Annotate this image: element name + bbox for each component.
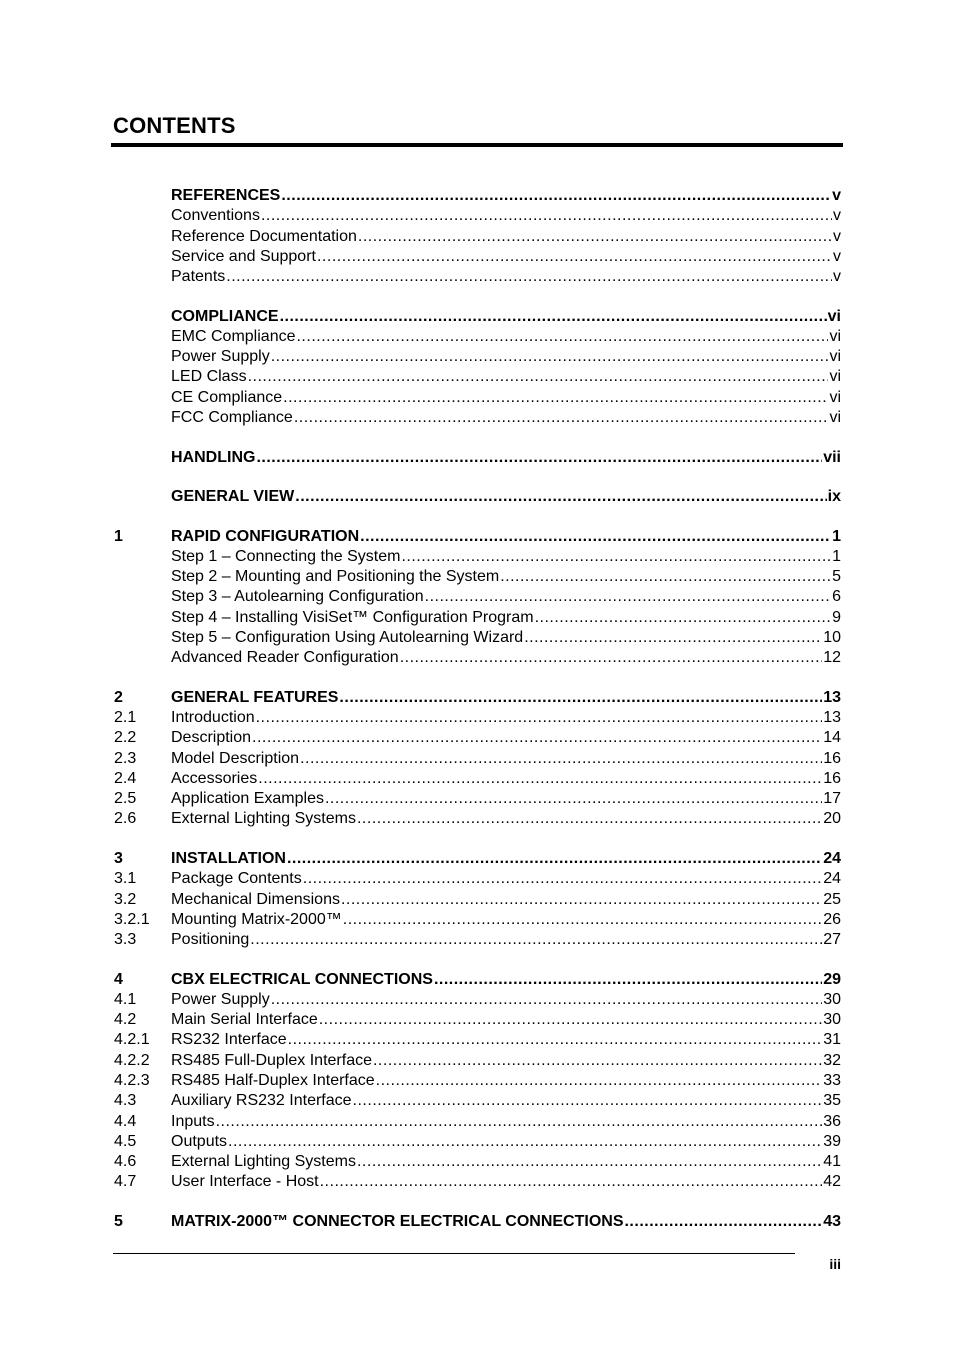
- toc-section-number: 4.3: [114, 1092, 137, 1109]
- toc-entry[interactable]: [0, 769, 954, 789]
- toc-entry-title: GENERAL FEATURES: [171, 689, 339, 706]
- toc-dot-leader: [500, 567, 831, 587]
- toc-entry[interactable]: [0, 1212, 954, 1232]
- title-divider: [111, 143, 843, 147]
- toc-entry[interactable]: [0, 749, 954, 769]
- toc-dot-leader: [258, 769, 822, 789]
- toc-entry-title: Service and Support: [171, 248, 316, 265]
- toc-entry-title: Introduction: [171, 709, 255, 726]
- toc-entry-title: Positioning: [171, 931, 250, 948]
- toc-entry-title: External Lighting Systems: [171, 1153, 356, 1170]
- toc-entry[interactable]: [0, 1132, 954, 1152]
- toc-entry-title: Conventions: [171, 207, 260, 224]
- toc-entry-title: HANDLING: [171, 449, 256, 466]
- toc-page-number: 35: [823, 1092, 841, 1109]
- toc-dot-leader: [353, 1091, 823, 1111]
- toc-dot-leader: [228, 1132, 822, 1152]
- toc-entry-line: [171, 1172, 841, 1192]
- toc-entry-line: [171, 608, 841, 628]
- toc-entry-line: [171, 307, 841, 327]
- toc-section-number: 5: [114, 1213, 123, 1230]
- toc-page-number: 14: [823, 729, 841, 746]
- toc-entry-title: Reference Documentation: [171, 228, 357, 245]
- toc-entry-title: Auxiliary RS232 Interface: [171, 1092, 352, 1109]
- toc-page-number: vi: [829, 328, 841, 345]
- toc-entry-title: CBX ELECTRICAL CONNECTIONS: [171, 971, 433, 988]
- toc-entry-line: [171, 628, 841, 648]
- toc-entry-title: Outputs: [171, 1133, 228, 1150]
- toc-entry-line: [171, 648, 841, 668]
- toc-entry[interactable]: [0, 1010, 954, 1030]
- toc-entry-title: Advanced Reader Configuration: [171, 649, 399, 666]
- toc-entry-title: External Lighting Systems: [171, 810, 356, 827]
- toc-entry[interactable]: [0, 347, 954, 367]
- toc-entry-title: Step 2 – Mounting and Positioning the System: [171, 568, 500, 585]
- toc-dot-leader: [624, 1212, 822, 1232]
- toc-entry-title: Step 5 – Configuration Using Autolearning Wizard: [171, 629, 524, 646]
- toc-entry-line: [171, 1071, 841, 1091]
- toc-dot-leader: [339, 688, 822, 708]
- toc-section-number: 4.6: [114, 1153, 137, 1170]
- toc-entry-title: Step 1 – Connecting the System: [171, 548, 401, 565]
- toc-page-number: 10: [823, 629, 841, 646]
- toc-page-number: 9: [832, 609, 841, 626]
- toc-page-number: 33: [823, 1072, 841, 1089]
- toc-entry-title: INSTALLATION: [171, 850, 286, 867]
- toc-section-number: 4.2.3: [114, 1072, 150, 1089]
- toc-dot-leader: [535, 608, 832, 628]
- footer-page-number: iii: [829, 1256, 841, 1272]
- toc-entry[interactable]: [0, 1112, 954, 1132]
- toc-section-number: 3.3: [114, 931, 137, 948]
- toc-entry[interactable]: [0, 849, 954, 869]
- toc-page-number: 39: [823, 1133, 841, 1150]
- toc-entry-line: [171, 206, 841, 226]
- toc-dot-leader: [357, 1152, 822, 1172]
- toc-section-number: 3.2.1: [114, 911, 150, 928]
- toc-entry-line: [171, 1152, 841, 1172]
- toc-dot-leader: [283, 388, 828, 408]
- toc-entry-line: [171, 708, 841, 728]
- toc-entry-line: [171, 527, 841, 547]
- toc-entry[interactable]: [0, 186, 954, 206]
- toc-dot-leader: [216, 1112, 823, 1132]
- toc-entry-line: [171, 749, 841, 769]
- toc-page-number: 42: [823, 1173, 841, 1190]
- toc-entry[interactable]: [0, 1071, 954, 1091]
- toc-page-number: 29: [823, 971, 841, 988]
- toc-entry[interactable]: [0, 688, 954, 708]
- toc-entry-line: [171, 990, 841, 1010]
- toc-entry-title: Package Contents: [171, 870, 302, 887]
- toc-entry[interactable]: [0, 1091, 954, 1111]
- toc-entry-line: [171, 487, 841, 507]
- toc-dot-leader: [248, 367, 829, 387]
- toc-page-number: v: [833, 207, 841, 224]
- toc-page-number: 26: [823, 911, 841, 928]
- toc-entry-title: Description: [171, 729, 252, 746]
- toc-section-number: 4.2.2: [114, 1052, 150, 1069]
- toc-entry-line: [171, 688, 841, 708]
- toc-entry[interactable]: [0, 547, 954, 567]
- toc-section-number: 4.7: [114, 1173, 137, 1190]
- toc-page-number: vi: [829, 368, 841, 385]
- toc-entry-title: RAPID CONFIGURATION: [171, 528, 360, 545]
- toc-page-number: 13: [823, 689, 841, 706]
- toc-entry-line: [171, 347, 841, 367]
- toc-section-number: 4.1: [114, 991, 137, 1008]
- toc-section-number: 3.1: [114, 870, 137, 887]
- toc-entry-line: [171, 267, 841, 287]
- toc-entry-line: [171, 587, 841, 607]
- toc-entry[interactable]: [0, 910, 954, 930]
- toc-entry-title: COMPLIANCE: [171, 308, 279, 325]
- toc-entry-title: User Interface - Host: [171, 1173, 319, 1190]
- toc-entry-line: [171, 1030, 841, 1050]
- toc-dot-leader: [250, 930, 822, 950]
- toc-section-number: 2.3: [114, 750, 137, 767]
- toc-dot-leader: [261, 206, 832, 226]
- toc-entry[interactable]: [0, 890, 954, 910]
- toc-entry-title: CE Compliance: [171, 389, 283, 406]
- toc-page-number: 13: [823, 709, 841, 726]
- toc-entry-line: [171, 890, 841, 910]
- toc-entry-line: [171, 448, 841, 468]
- toc-entry-line: [171, 408, 841, 428]
- toc-entry-line: [171, 849, 841, 869]
- toc-page-number: v: [833, 248, 841, 265]
- toc-dot-leader: [300, 749, 822, 769]
- toc-page-number: 24: [823, 870, 841, 887]
- toc-entry-line: [171, 1051, 841, 1071]
- toc-entry-line: [171, 547, 841, 567]
- toc-entry[interactable]: [0, 448, 954, 468]
- toc-dot-leader: [271, 347, 829, 367]
- toc-entry-title: RS232 Interface: [171, 1031, 287, 1048]
- toc-entry-title: Mechanical Dimensions: [171, 891, 340, 908]
- toc-entry-line: [171, 1010, 841, 1030]
- toc-entry-title: Power Supply: [171, 991, 270, 1008]
- toc-entry[interactable]: [0, 388, 954, 408]
- toc-entry[interactable]: [0, 587, 954, 607]
- toc-entry[interactable]: [0, 408, 954, 428]
- toc-entry-title: FCC Compliance: [171, 409, 293, 426]
- toc-entry-line: [171, 1212, 841, 1232]
- toc-page-number: 27: [823, 931, 841, 948]
- toc-dot-leader: [357, 809, 822, 829]
- toc-entry-title: Patents: [171, 268, 226, 285]
- toc-entry-line: [171, 769, 841, 789]
- toc-page-number: 1: [832, 528, 841, 545]
- toc-entry-line: [171, 789, 841, 809]
- toc-page-number: 16: [823, 750, 841, 767]
- toc-dot-leader: [320, 1172, 823, 1192]
- toc-dot-leader: [294, 408, 829, 428]
- toc-page-number: 5: [832, 568, 841, 585]
- toc-entry-title: REFERENCES: [171, 187, 281, 204]
- toc-page-number: 1: [832, 548, 841, 565]
- toc-page-number: 24: [823, 850, 841, 867]
- toc-page-number: 16: [823, 770, 841, 787]
- toc-section-number: 4.2: [114, 1011, 137, 1028]
- toc-entry[interactable]: [0, 708, 954, 728]
- toc-section-number: 2.5: [114, 790, 137, 807]
- toc-entry[interactable]: [0, 307, 954, 327]
- toc-entry[interactable]: [0, 869, 954, 889]
- toc-entry-title: LED Class: [171, 368, 247, 385]
- toc-entry-title: RS485 Full-Duplex Interface: [171, 1052, 372, 1069]
- toc-entry[interactable]: [0, 247, 954, 267]
- toc-page-number: 32: [823, 1052, 841, 1069]
- toc-entry[interactable]: [0, 327, 954, 347]
- toc-entry[interactable]: [0, 1152, 954, 1172]
- toc-page-number: vi: [829, 348, 841, 365]
- toc-entry-title: Model Description: [171, 750, 300, 767]
- toc-entry-line: [171, 388, 841, 408]
- toc-dot-leader: [287, 849, 822, 869]
- toc-entry[interactable]: [0, 728, 954, 748]
- toc-dot-leader: [288, 1030, 823, 1050]
- toc-dot-leader: [295, 487, 826, 507]
- toc-dot-leader: [226, 267, 832, 287]
- toc-entry[interactable]: [0, 1030, 954, 1050]
- toc-entry-title: MATRIX-2000™ CONNECTOR ELECTRICAL CONNECTIONS: [171, 1213, 624, 1230]
- toc-dot-leader: [280, 307, 827, 327]
- toc-entry[interactable]: [0, 628, 954, 648]
- toc-page-number: v: [833, 268, 841, 285]
- toc-dot-leader: [376, 1071, 823, 1091]
- toc-entry-line: [171, 186, 841, 206]
- toc-entry-line: [171, 910, 841, 930]
- toc-entry[interactable]: [0, 527, 954, 547]
- toc-dot-leader: [281, 186, 831, 206]
- toc-entry[interactable]: [0, 1172, 954, 1192]
- toc-page-number: 31: [823, 1031, 841, 1048]
- toc-dot-leader: [256, 708, 823, 728]
- toc-section-number: 2.2: [114, 729, 137, 746]
- toc-entry-title: EMC Compliance: [171, 328, 296, 345]
- toc-entry-line: [171, 367, 841, 387]
- toc-page-number: 17: [823, 790, 841, 807]
- toc-section-number: 4: [114, 971, 123, 988]
- toc-dot-leader: [319, 1010, 822, 1030]
- toc-entry[interactable]: [0, 206, 954, 226]
- toc-dot-leader: [341, 890, 822, 910]
- toc-page-number: vii: [823, 449, 841, 466]
- toc-entry-line: [171, 809, 841, 829]
- toc-entry-line: [171, 1112, 841, 1132]
- toc-page-number: 41: [823, 1153, 841, 1170]
- toc-entry[interactable]: [0, 567, 954, 587]
- toc-entry-line: [171, 247, 841, 267]
- toc-entry-line: [171, 728, 841, 748]
- toc-entry[interactable]: [0, 809, 954, 829]
- toc-dot-leader: [434, 970, 822, 990]
- toc-entry[interactable]: [0, 608, 954, 628]
- toc-dot-leader: [252, 728, 822, 748]
- toc-entry-line: [171, 327, 841, 347]
- toc-entry-title: Power Supply: [171, 348, 270, 365]
- toc-entry[interactable]: [0, 930, 954, 950]
- toc-dot-leader: [400, 648, 823, 668]
- toc-entry-title: Accessories: [171, 770, 258, 787]
- toc-section-number: 1: [114, 528, 123, 545]
- toc-dot-leader: [373, 1051, 822, 1071]
- toc-dot-leader: [325, 789, 822, 809]
- toc-page-number: 25: [823, 891, 841, 908]
- toc-page-number: 20: [823, 810, 841, 827]
- toc-section-number: 2.1: [114, 709, 137, 726]
- toc-entry-title: GENERAL VIEW: [171, 488, 295, 505]
- toc-entry-title: Main Serial Interface: [171, 1011, 318, 1028]
- toc-entry[interactable]: [0, 1051, 954, 1071]
- toc-page-number: vi: [827, 308, 841, 325]
- toc-section-number: 4.4: [114, 1113, 137, 1130]
- footer-divider: [113, 1253, 795, 1254]
- toc-entry-line: [171, 567, 841, 587]
- toc-entry-line: [171, 1091, 841, 1111]
- toc-section-number: 3: [114, 850, 123, 867]
- toc-entry[interactable]: [0, 487, 954, 507]
- toc-entry-line: [171, 1132, 841, 1152]
- toc-dot-leader: [303, 869, 822, 889]
- toc-entry[interactable]: [0, 227, 954, 247]
- toc-section-number: 2: [114, 689, 123, 706]
- toc-entry-line: [171, 869, 841, 889]
- toc-dot-leader: [271, 990, 822, 1010]
- toc-dot-leader: [343, 910, 822, 930]
- toc-section-number: 4.5: [114, 1133, 137, 1150]
- toc-dot-leader: [524, 628, 822, 648]
- toc-entry[interactable]: [0, 789, 954, 809]
- toc-section-number: 2.6: [114, 810, 137, 827]
- toc-dot-leader: [296, 327, 828, 347]
- toc-dot-leader: [256, 448, 822, 468]
- toc-page-number: vi: [829, 409, 841, 426]
- toc-entry-title: Mounting Matrix-2000™: [171, 911, 342, 928]
- toc-section-number: 3.2: [114, 891, 137, 908]
- toc-page-number: 30: [823, 991, 841, 1008]
- toc-page-number: v: [832, 187, 841, 204]
- toc-entry-title: Step 3 – Autolearning Configuration: [171, 588, 424, 605]
- toc-page-number: ix: [827, 488, 841, 505]
- toc-entry-title: RS485 Half-Duplex Interface: [171, 1072, 375, 1089]
- toc-page-number: 12: [823, 649, 841, 666]
- toc-entry-line: [171, 970, 841, 990]
- toc-dot-leader: [425, 587, 831, 607]
- toc-page-number: vi: [829, 389, 841, 406]
- toc-entry-title: Step 4 – Installing VisiSet™ Configuration Program: [171, 609, 534, 626]
- toc-entry-title: Inputs: [171, 1113, 215, 1130]
- toc-entry[interactable]: [0, 648, 954, 668]
- toc-entry-title: Application Examples: [171, 790, 324, 807]
- toc-section-number: 2.4: [114, 770, 137, 787]
- toc-dot-leader: [401, 547, 831, 567]
- toc-dot-leader: [317, 247, 832, 267]
- toc-dot-leader: [358, 227, 832, 247]
- toc-entry-line: [171, 227, 841, 247]
- toc-entry[interactable]: [0, 990, 954, 1010]
- toc-entry[interactable]: [0, 367, 954, 387]
- page-title: CONTENTS: [113, 113, 236, 138]
- toc-section-number: 4.2.1: [114, 1031, 150, 1048]
- toc-page-number: 36: [823, 1113, 841, 1130]
- toc-entry[interactable]: [0, 970, 954, 990]
- toc-page-number: 43: [823, 1213, 841, 1230]
- toc-dot-leader: [360, 527, 831, 547]
- toc-page-number: 6: [832, 588, 841, 605]
- toc-entry[interactable]: [0, 267, 954, 287]
- toc-page-number: v: [833, 228, 841, 245]
- toc-page-number: 30: [823, 1011, 841, 1028]
- toc-entry-line: [171, 930, 841, 950]
